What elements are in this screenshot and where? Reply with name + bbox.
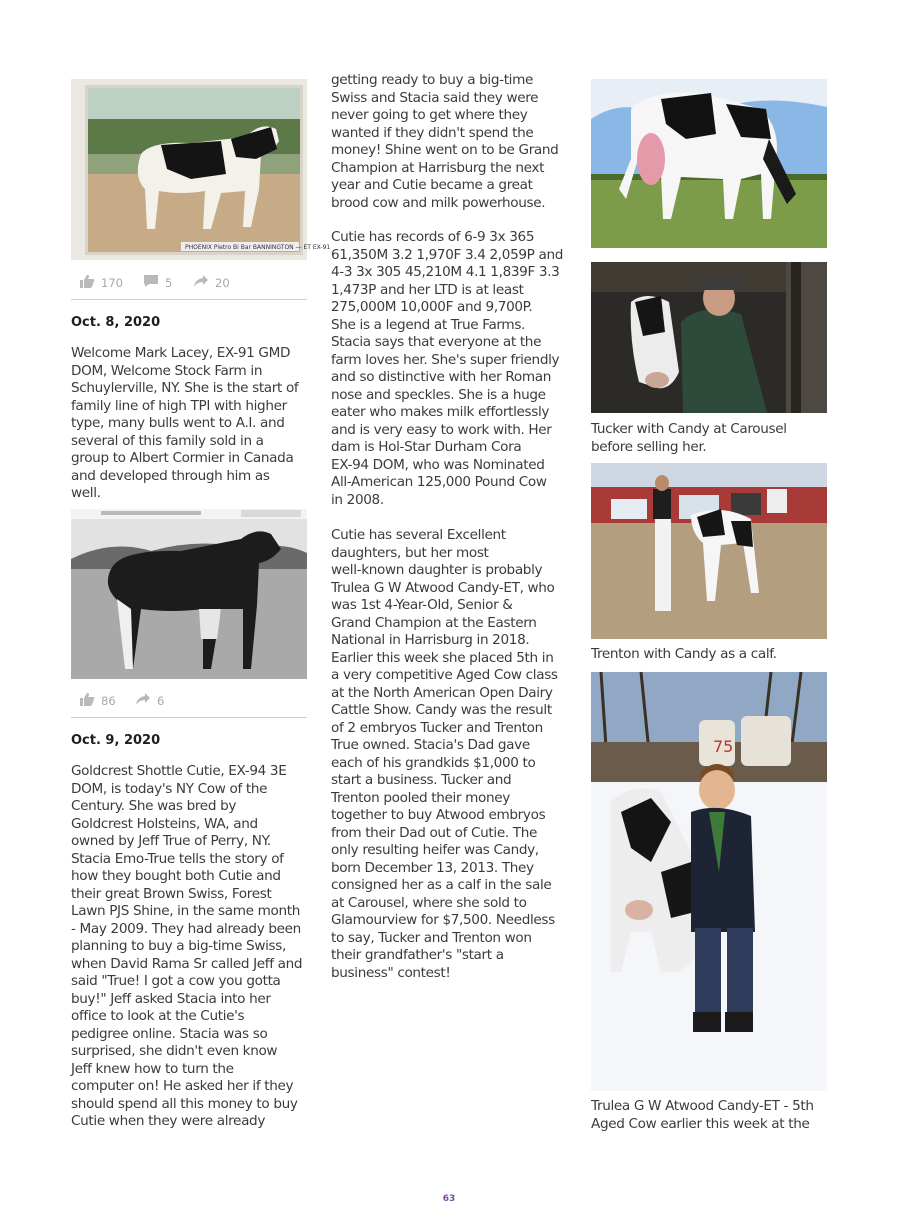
tucker-with-candy-photo [591,262,827,413]
thumbs-up-icon [79,692,95,709]
share-stat[interactable] [135,692,164,709]
article-paragraph: getting ready to buy a big-time Swiss and Stacia said they were never going to get where they wanted if they didn't spend the money! Shine went on to be Grand Champion at Harrisburg the next year and Cutie became a great brood cow and milk powerhouse. [331,72,559,211]
photo-caption: Trenton with Candy as a calf. [591,646,777,662]
thumbs-up-icon [79,274,95,291]
article-paragraph: Cutie has several Excellent daughters, but her most well-known daughter is probably Trulea G W Atwood Candy-ET, who was 1st 4-Year-Old, Senior & Grand Champion at the Eastern National in Harrisburg in 2018. Earlier this week she placed 5th in a very competitive Aged Cow class at the North American Open Dairy Cattle Show. Candy was the result of 2 embryos Tucker and Trenton True owned. Stacia's Dad gave each of his grandkids $1,000 to start a business. Tucker and Trenton pooled their money together to buy Atwood embryos from their Dad out of Cutie. The only resulting heifer was Candy, born December 13, 2013. They consigned her as a calf in the sale at Carousel, where she sold to Glamourview for $7,500. Needless to say, Tucker and Trenton won their grandfather's "start a business" contest! [331,527,558,981]
share-stat[interactable] [193,274,230,291]
comment-stat[interactable] [143,274,172,291]
post-text: Goldcrest Shottle Cutie, EX-94 3E DOM, is today's NY Cow of the Century. She was bred by Goldcrest Holsteins, WA, and owned by Jeff True of Perry, NY. Stacia Emo-True tells the story of how they bought both Cutie and their great Brown Swiss, Forest Lawn PJS Shine, in the same month - May 2009. They had already been planning to buy a big-time Swiss, when David Rama Sr called Jeff and said "True! I got a cow you gotta buy!" Jeff asked Stacia into her office to look at the Cutie's pedigree online. Stacia was so surprised, she didn't even know Jeff knew how to turn the computer on! He asked her if they should spend all this money to buy Cutie when they were already [71,763,303,1129]
photo-caption: Trulea G W Atwood Candy-ET - 5th Aged Cow earlier this week at the [591,1098,814,1132]
share-arrow-icon [193,274,209,291]
trenton-with-calf-photo [591,463,827,639]
comment-count: 5 [165,275,173,290]
share-count: 20 [215,275,230,290]
article-paragraph: Cutie has records of 6-9 3x 365 61,350M 3.2 1,970F 3.4 2,059P and 4-3 3x 305 45,210M 4.1 1,839F 3.3 1,473P and her LTD is at least 275,000M 10,000F and 9,700P. She is a legend at True Farms. Stacia says that everyone at the farm loves her. She's super friendly and so distinctive with her Roman nose and speckles. She is a huge eater who makes milk effortlessly and is very easy to work with. Her dam is Hol-Star Durham Cora EX-94 DOM, who was Nominated All-American 125,000 Pound Cow in 2008. [331,229,564,508]
cow-photo-bw [71,509,307,679]
like-count: 86 [101,693,116,708]
post-date: Oct. 9, 2020 [71,733,161,748]
like-stat[interactable] [79,274,123,291]
cow-photo-framed [71,79,331,260]
cow-grazing-photo [591,79,827,248]
photo-label-text: PHOENIX Pietro Bi Bar BANNINGTON — ET EX-91 [185,244,331,251]
like-count: 170 [101,275,123,290]
photo-caption: Tucker with Candy at Carousel before selling her. [591,421,787,455]
barn-number: 75 [713,737,734,756]
post-stats-bar [71,692,307,718]
share-arrow-icon [135,692,151,709]
page-number: 63 [442,1194,456,1204]
post-stats-bar [71,274,307,300]
post-text: Welcome Mark Lacey, EX-91 GMD DOM, Welcome Stock Farm in Schuylerville, NY. She is the start of family line of high TPI with higher type, many bulls went to A.I. and several of this family sold in a group to Albert Cormier in Canada and developed through him as well. [71,345,299,501]
post-date: Oct. 8, 2020 [71,315,161,330]
share-count: 6 [157,693,165,708]
comment-icon [143,274,159,291]
candy-in-snow-photo [591,672,827,1091]
like-stat[interactable] [79,692,116,709]
